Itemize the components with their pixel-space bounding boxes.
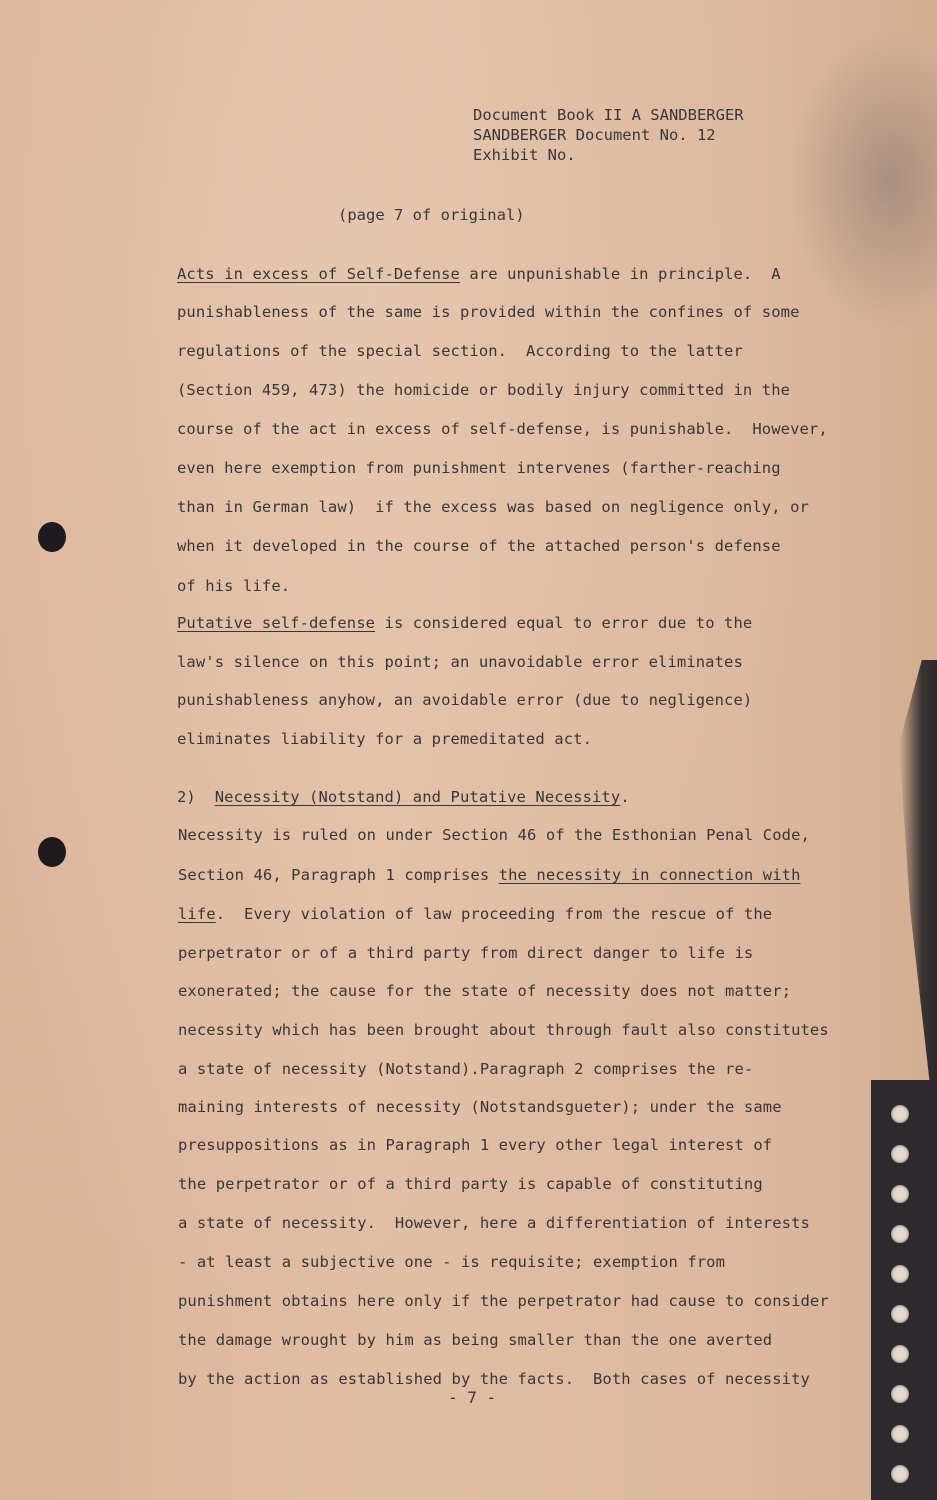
paragraph-line: law's silence on this point; an unavoidable error eliminates [177, 653, 743, 671]
header-line-1: Document Book II A SANDBERGER [473, 106, 744, 124]
paragraph-line: the damage wrought by him as being smaller than the one averted [178, 1331, 773, 1349]
paragraph-line: of his life. [177, 577, 291, 595]
header-line-3: Exhibit No. [473, 146, 576, 164]
underlined-term: the necessity in connection with [498, 866, 801, 884]
binder-hole [891, 1105, 909, 1123]
binder-hole [891, 1145, 909, 1163]
paragraph-line: Acts in excess of Self-Defense are unpunishable in principle. A [177, 265, 781, 283]
binder-hole [891, 1225, 909, 1243]
paragraph-line: even here exemption from punishment intervenes (farther-reaching [177, 459, 781, 477]
paragraph-line: life. Every violation of law proceeding from the rescue of the [178, 905, 773, 923]
paragraph-line: exonerated; the cause for the state of necessity does not matter; [178, 982, 792, 1000]
page-edge-shadow [899, 660, 937, 1080]
paragraph-line: the perpetrator or of a third party is capable of constituting [178, 1175, 763, 1193]
paragraph-line: Necessity is ruled on under Section 46 of the Esthonian Penal Code, [178, 826, 810, 844]
paragraph-line: regulations of the special section. According to the latter [177, 342, 743, 360]
binder-hole [891, 1465, 909, 1483]
page-number: - 7 - [448, 1388, 497, 1407]
paragraph-line: (Section 459, 473) the homicide or bodily injury committed in the [177, 381, 791, 399]
binder-hole [891, 1345, 909, 1363]
paragraph-line: by the action as established by the facts. Both cases of necessity [178, 1370, 810, 1388]
paragraph-line: perpetrator or of a third party from direct danger to life is [178, 944, 754, 962]
punch-hole-upper [38, 522, 66, 552]
paragraph-line: than in German law) if the excess was based on negligence only, or [177, 498, 809, 516]
document-header [473, 105, 744, 165]
section-heading: 2) Necessity (Notstand) and Putative Necessity. [177, 788, 630, 806]
paragraph-line: a state of necessity. However, here a differentiation of interests [178, 1214, 810, 1232]
paragraph-line: punishableness of the same is provided within the confines of some [177, 303, 800, 321]
underlined-term: life [178, 905, 216, 923]
paragraph-line: when it developed in the course of the attached person's defense [177, 537, 781, 555]
underlined-term: Putative self-defense [177, 614, 376, 632]
binder-hole [891, 1185, 909, 1203]
page-reference: (page 7 of original) [338, 206, 525, 224]
paragraph-line: presuppositions as in Paragraph 1 every other legal interest of [178, 1136, 773, 1154]
paragraph-line: course of the act in excess of self-defense, is punishable. However, [177, 420, 828, 438]
binder-hole [891, 1385, 909, 1403]
paragraph-line: Putative self-defense is considered equal to error due to the [177, 614, 753, 632]
paragraph-line: punishableness anyhow, an avoidable error (due to negligence) [177, 691, 753, 709]
paragraph-line: necessity which has been brought about through fault also constitutes [178, 1021, 829, 1039]
paragraph-line: a state of necessity (Notstand).Paragraph 2 comprises the re- [178, 1060, 754, 1078]
binder-hole [891, 1305, 909, 1323]
paragraph-line: eliminates liability for a premeditated act. [177, 730, 592, 748]
underlined-term: Acts in excess of Self-Defense [177, 265, 460, 283]
header-line-2: SANDBERGER Document No. 12 [473, 126, 716, 144]
paragraph-line: - at least a subjective one - is requisite; exemption from [178, 1253, 726, 1271]
paragraph-line: punishment obtains here only if the perpetrator had cause to consider [178, 1292, 829, 1310]
punch-hole-lower [38, 837, 66, 867]
binder-hole [891, 1425, 909, 1443]
binder-hole [891, 1265, 909, 1283]
paragraph-line: Section 46, Paragraph 1 comprises the necessity in connection with [178, 866, 801, 884]
paragraph-line: maining interests of necessity (Notstandsgueter); under the same [178, 1098, 782, 1116]
underlined-heading: Necessity (Notstand) and Putative Necessity [214, 788, 621, 806]
